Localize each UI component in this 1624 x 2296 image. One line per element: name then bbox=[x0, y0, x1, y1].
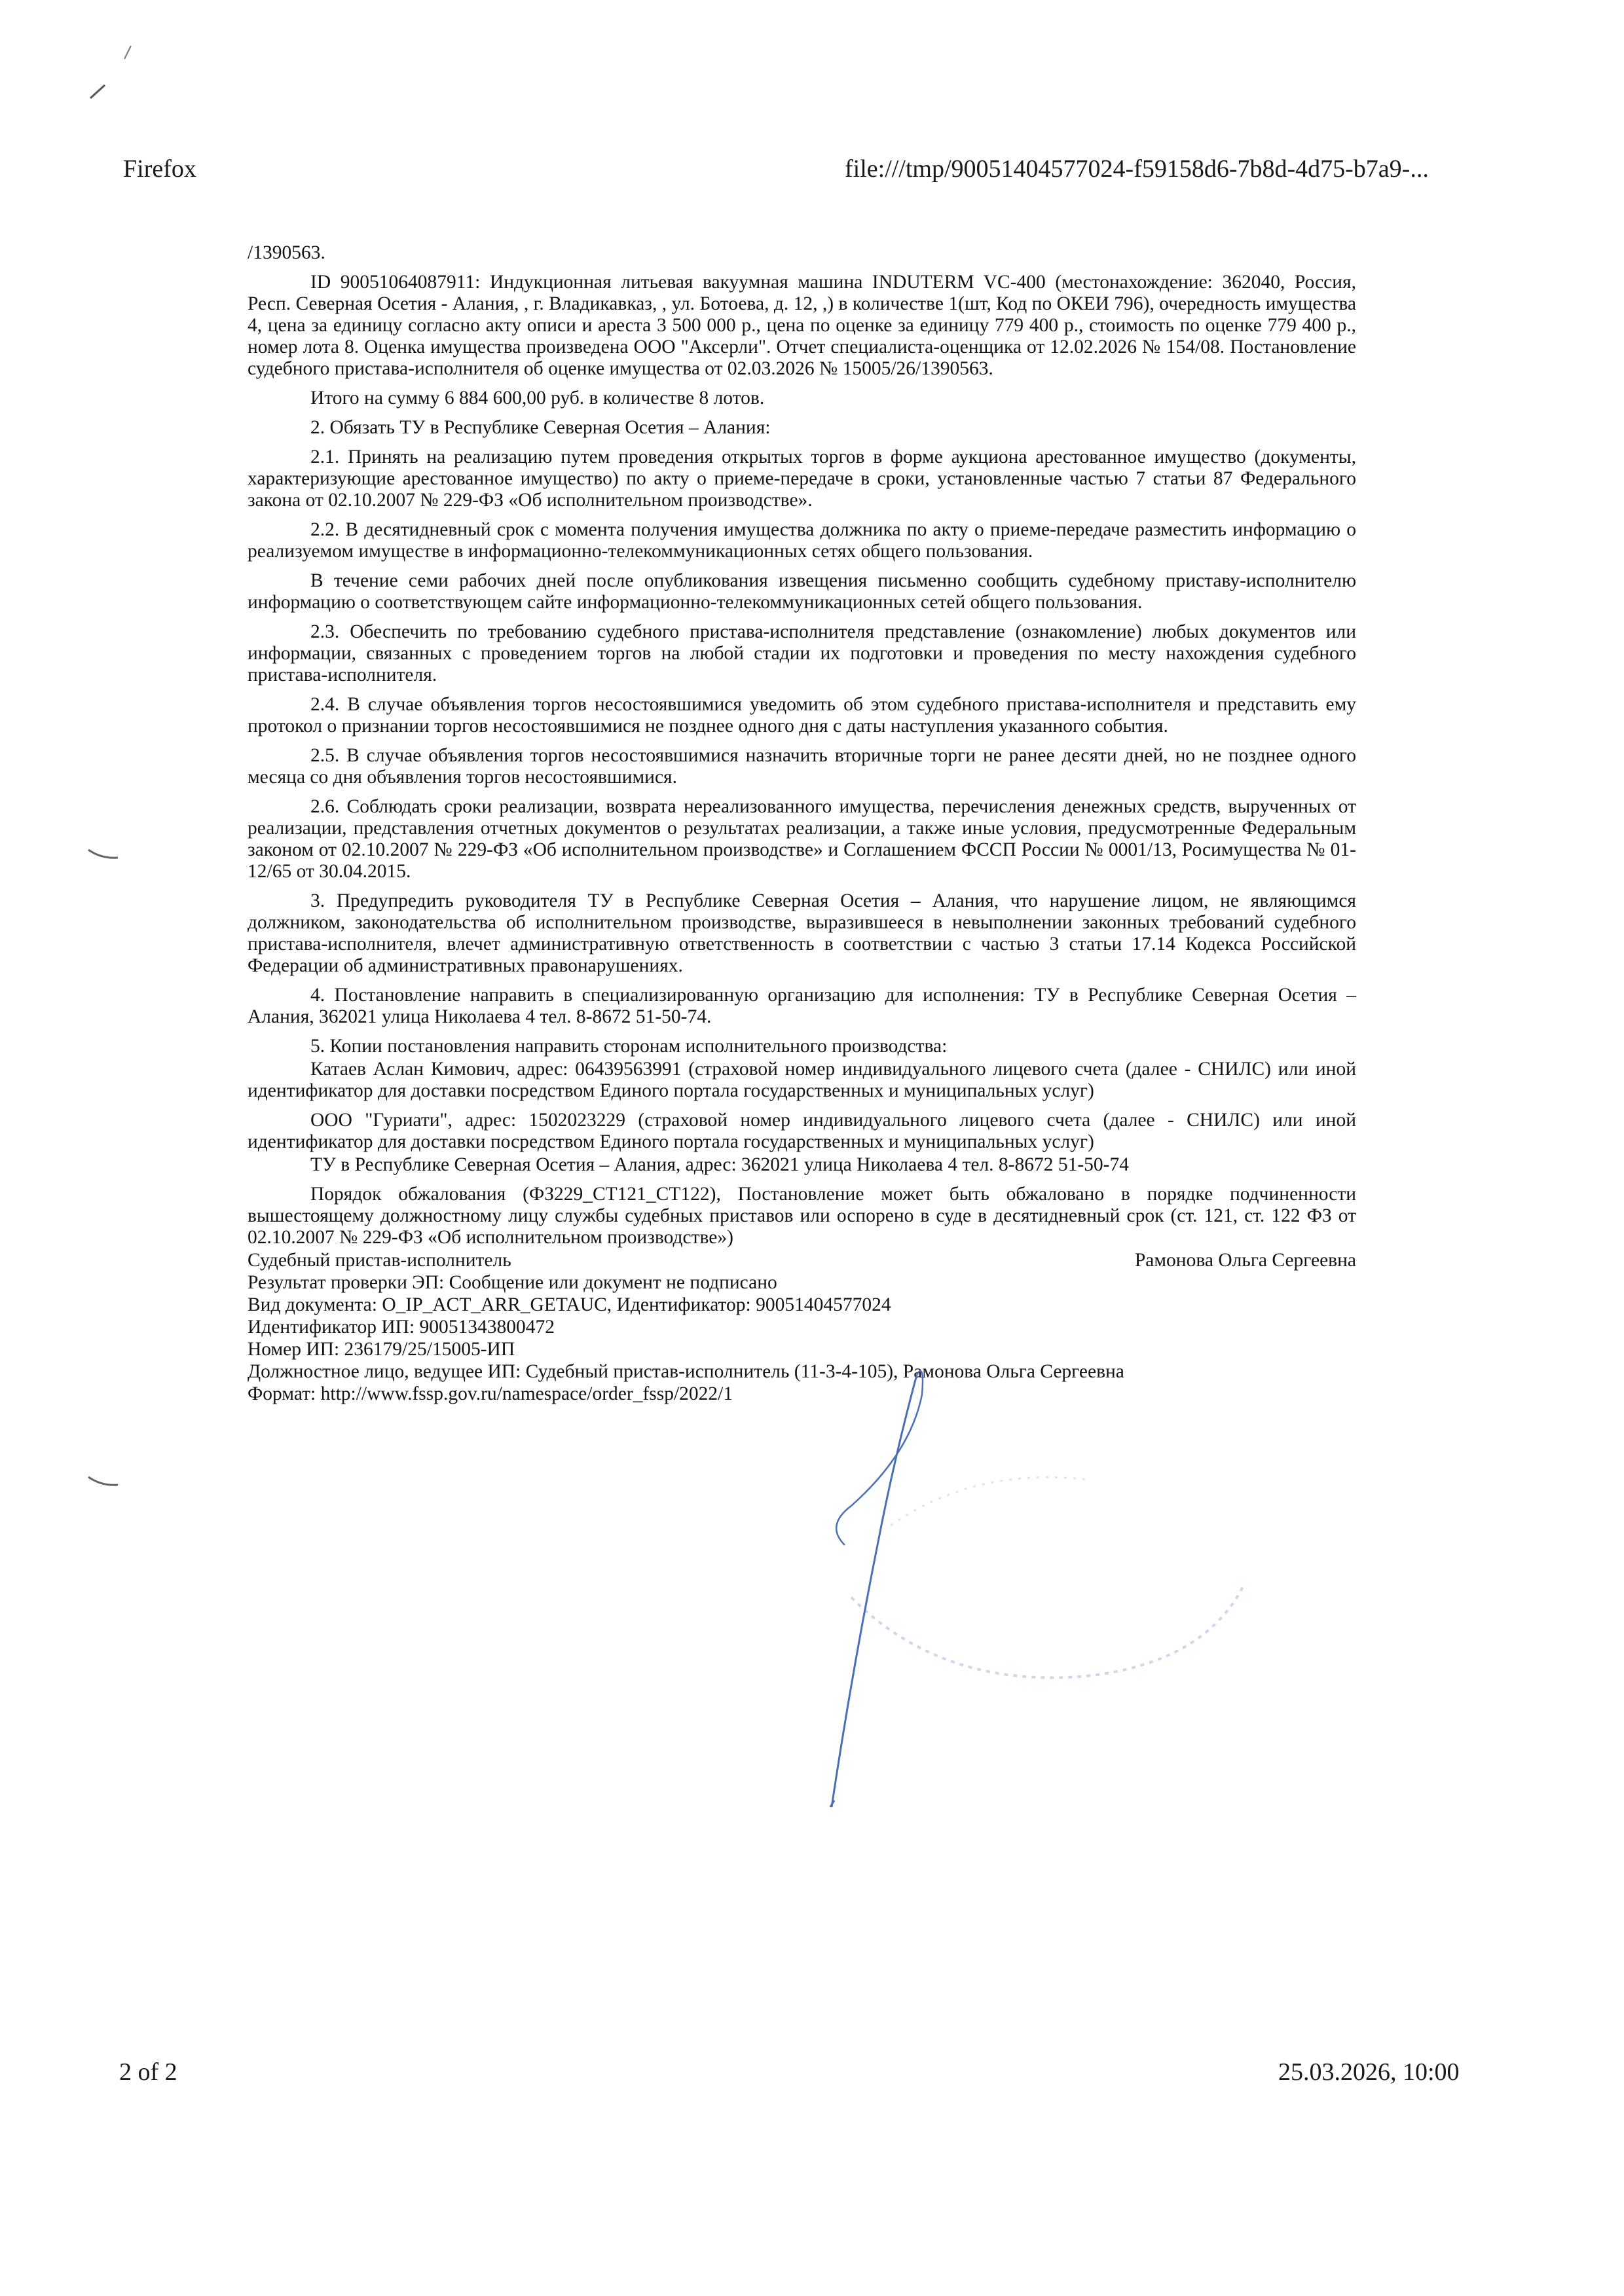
clause-2-4: 2.4. В случае объявления торгов несостоявшимися уведомить об этом судебного пристава-исполнителя и представить ему протокол о признании торгов несостоявшимися не позднее одного дня с даты наступления указанного события. bbox=[248, 694, 1356, 737]
print-datetime: 25.03.2026, 10:00 bbox=[1278, 2058, 1460, 2086]
party-1: Катаев Аслан Кимович, адрес: 06439563991 (страховой номер индивидуального лицевого счета (далее - СНИЛС) или иной идентификатор для доставки посредством Единого портала государственных и муниципальных услуг) bbox=[248, 1059, 1356, 1101]
clause-5: 5. Копии постановления направить сторонам исполнительного производства: bbox=[310, 1036, 948, 1057]
page-number: 2 of 2 bbox=[119, 2058, 177, 2086]
signature-line bbox=[248, 1250, 1356, 1271]
document-body bbox=[248, 242, 1356, 1405]
appeal-procedure: Порядок обжалования (ФЗ229_СТ121_СТ122), Постановление может быть обжаловано в порядке подчиненности вышестоящему должностному лицу службы судебных приставов или оспорено в суде в десятидневный срок (ст. 121, ст. 122 ФЗ от 02.10.2007 № 229-ФЗ «Об исполнительном производстве») bbox=[248, 1184, 1356, 1248]
clause-2-2: 2.2. В десятидневный срок с момента получения имущества должника по акту о приеме-передаче разместить информацию о реализуемом имуществе в информационно-телекоммуникационных сетях общего пользования. bbox=[248, 519, 1356, 562]
signer-title: Судебный пристав-исполнитель bbox=[248, 1250, 511, 1271]
meta-format: Формат: http://www.fssp.gov.ru/namespace/order_fssp/2022/1 bbox=[248, 1383, 733, 1404]
scan-mark-top bbox=[85, 39, 138, 105]
scan-mark-left-2 bbox=[85, 1472, 124, 1491]
clause-2-3: 2.3. Обеспечить по требованию судебного пристава-исполнителя представление (ознакомление) любых документов или информации, связанных с проведением торгов на любой стадии их подготовки и проведения по месту нахождения судебного пристава-исполнителя. bbox=[248, 621, 1356, 685]
clause-2: 2. Обязать ТУ в Республике Северная Осетия – Алания: bbox=[310, 417, 771, 438]
print-header bbox=[0, 155, 1624, 194]
meta-document-type: Вид документа: O_IP_ACT_ARR_GETAUC, Идентификатор: 90051404577024 bbox=[248, 1294, 891, 1315]
handwritten-signature bbox=[753, 1349, 950, 1820]
total-line: Итого на сумму 6 884 600,00 руб. в количестве 8 лотов. bbox=[310, 388, 765, 409]
clause-2-1: 2.1. Принять на реализацию путем проведения открытых торгов в форме аукциона арестованное имущество (документы, характеризующие арестованное имущество) по акту о приеме-передаче в сроки, установленные частью 7 статьи 87 Федерального закона от 02.10.2007 № 229-ФЗ «Об исполнительном производстве». bbox=[248, 446, 1356, 511]
clause-2-5: 2.5. В случае объявления торгов несостоявшимися назначить вторичные торги не ранее десяти дней, но не позднее одного месяца со дня объявления торгов несостоявшимися. bbox=[248, 745, 1356, 788]
party-2: ООО "Гуриати", адрес: 1502023229 (страховой номер индивидуального лицевого счета (далее - СНИЛС) или иной идентификатор для доставки посредством Единого портала государственных и муниципальных услуг) bbox=[248, 1110, 1356, 1152]
meta-signature-check: Результат проверки ЭП: Сообщение или документ не подписано bbox=[248, 1272, 777, 1293]
meta-ip-identifier: Идентификатор ИП: 90051343800472 bbox=[248, 1317, 555, 1338]
file-url: file:///tmp/90051404577024-f59158d6-7b8d-4d75-b7a9-... bbox=[845, 155, 1429, 183]
clause-4: 4. Постановление направить в специализированную организацию для исполнения: ТУ в Республике Северная Осетия – Алания, 362021 улица Николаева 4 тел. 8-8672 51-50-74. bbox=[248, 985, 1356, 1027]
clause-2-2-notice: В течение семи рабочих дней после опубликования извещения письменно сообщить судебному приставу-исполнителю информацию о соответствующем сайте информационно-телекоммуникационных сетей общего пользования. bbox=[248, 570, 1356, 613]
meta-ip-number: Номер ИП: 236179/25/15005-ИП bbox=[248, 1339, 515, 1360]
browser-name: Firefox bbox=[123, 155, 196, 183]
clause-3: 3. Предупредить руководителя ТУ в Республике Северная Осетия – Алания, что нарушение лицом, не являющимся должником, законодательства об исполнительном производстве, выразившееся в невыполнении законных требований судебного пристава-исполнителя, влечет административную ответственность в соответствии с частью 3 статьи 17.14 Кодекса Российской Федерации об административных правонарушениях. bbox=[248, 890, 1356, 976]
party-3: ТУ в Республике Северная Осетия – Алания, адрес: 362021 улица Николаева 4 тел. 8-8672 51-50-74 bbox=[310, 1154, 1130, 1175]
continuation-text: /1390563. bbox=[248, 242, 325, 263]
scan-mark-left-1 bbox=[85, 845, 124, 864]
meta-official: Должностное лицо, ведущее ИП: Судебный пристав-исполнитель (11-3-4-105), Рамонова Ольга Сергеевна bbox=[248, 1361, 1124, 1382]
print-footer bbox=[0, 2058, 1624, 2097]
clause-2-6: 2.6. Соблюдать сроки реализации, возврата нереализованного имущества, перечисления денежных средств, вырученных от реализации, представления отчетных документов о результатах реализации, а также иные условия, предусмотренные Федеральным законом от 02.10.2007 № 229-ФЗ «Об исполнительном производстве» и Соглашением ФССП России № 0001/13, Росимущества № 01-12/65 от 30.04.2015. bbox=[248, 796, 1356, 882]
lot-8-description: ID 90051064087911: Индукционная литьевая вакуумная машина INDUTERM VC-400 (местонахождение: 362040, Россия, Респ. Северная Осетия - Алания, , г. Владикавказ, , ул. Ботоева, д. 12, ,) в количестве 1(шт, Код по ОКЕИ 796), очередность имущества 4, цена за единицу согласно акту описи и ареста 3 500 000 р., цена по оценке за единицу 779 400 р., стоимость по оценке 779 400 р., номер лота 8. Оценка имущества произведена ООО "Аксерли". Отчет специалиста-оценщика от 12.02.2026 № 154/08. Постановление судебного пристава-исполнителя об оценке имущества от 02.03.2026 № 15005/26/1390563. bbox=[248, 272, 1356, 379]
signer-name: Рамонова Ольга Сергеевна bbox=[1134, 1250, 1356, 1271]
